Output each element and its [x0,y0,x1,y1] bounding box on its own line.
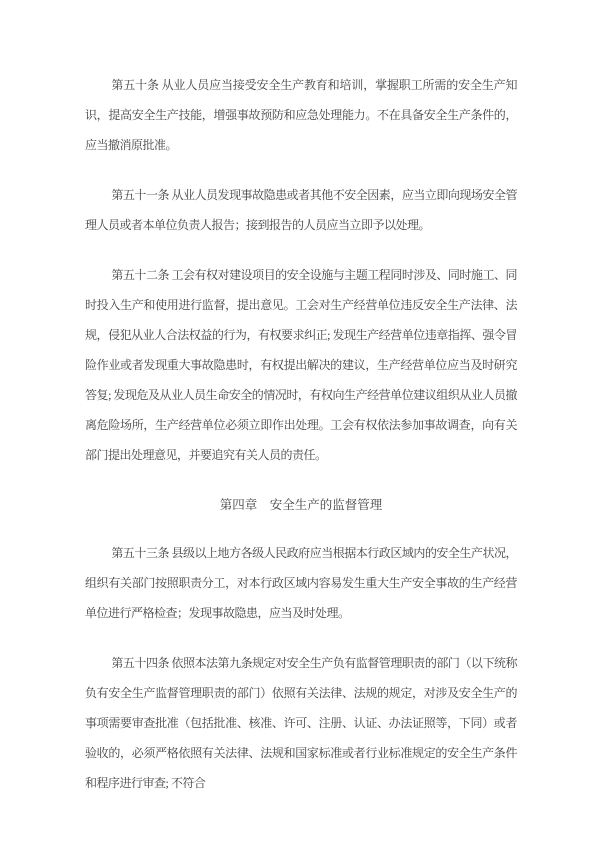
article-52-paragraph: 第五十二条 工会有权对建设项目的安全设施与主题工程同时涉及、同时施工、同时投入生产和使用进行监督，提出意见。工会对生产经营单位违反安全生产法律、法规，侵犯从业人合法权益的行为，有权要求纠正; 发现生产经营单位违章指挥、强令冒险作业或者发现重大事故隐患时，有权提出解决的建议，生产经营单位应当及时研究答复; 发现危及从业人员生命安全的情况时，有权向生产经营单位建议组织从业人员撤离危险场所，生产经营单位必须立即作出处理。工会有权依法参加事故调查，向有关部门提出处理意见，并要追究有关人员的责任。 [85,268,517,462]
document-content [85,70,517,798]
article-50-paragraph: 第五十条 从业人员应当接受安全生产教育和培训，掌握职工所需的安全生产知识，提高安全生产技能，增强事故预防和应急处理能力。不在具备安全生产条件的，应当撤消原批准。 [85,78,517,152]
chapter-4-heading: 第四章 安全生产的监督管理 [219,498,383,512]
article-53-paragraph: 第五十三条 县级以上地方各级人民政府应当根据本行政区域内的安全生产状况，组织有关部门按照职责分工，对本行政区域内容易发生重大生产安全事故的生产经营单位进行严格检查；发现事故隐患，应当及时处理。 [85,546,517,620]
article-54-paragraph: 第五十四条 依照本法第九条规定对安全生产负有监督管理职责的部门（以下统称负有安全生产监督管理职责的部门）依照有关法律、法规的规定，对涉及安全生产的事项需要审查批准（包括批准、核准、许可、注册、认证、办法证照等，下同）或者验收的，必须严格依照有关法律、法规和国家标准或者行业标准规定的安全生产条件和程序进行审查; 不符合 [85,656,517,790]
article-51-paragraph: 第五十一条 从业人员发现事故隐患或者其他不安全因素，应当立即向现场安全管理人员或者本单位负责人报告；接到报告的人员应当立即予以处理。 [85,188,517,232]
